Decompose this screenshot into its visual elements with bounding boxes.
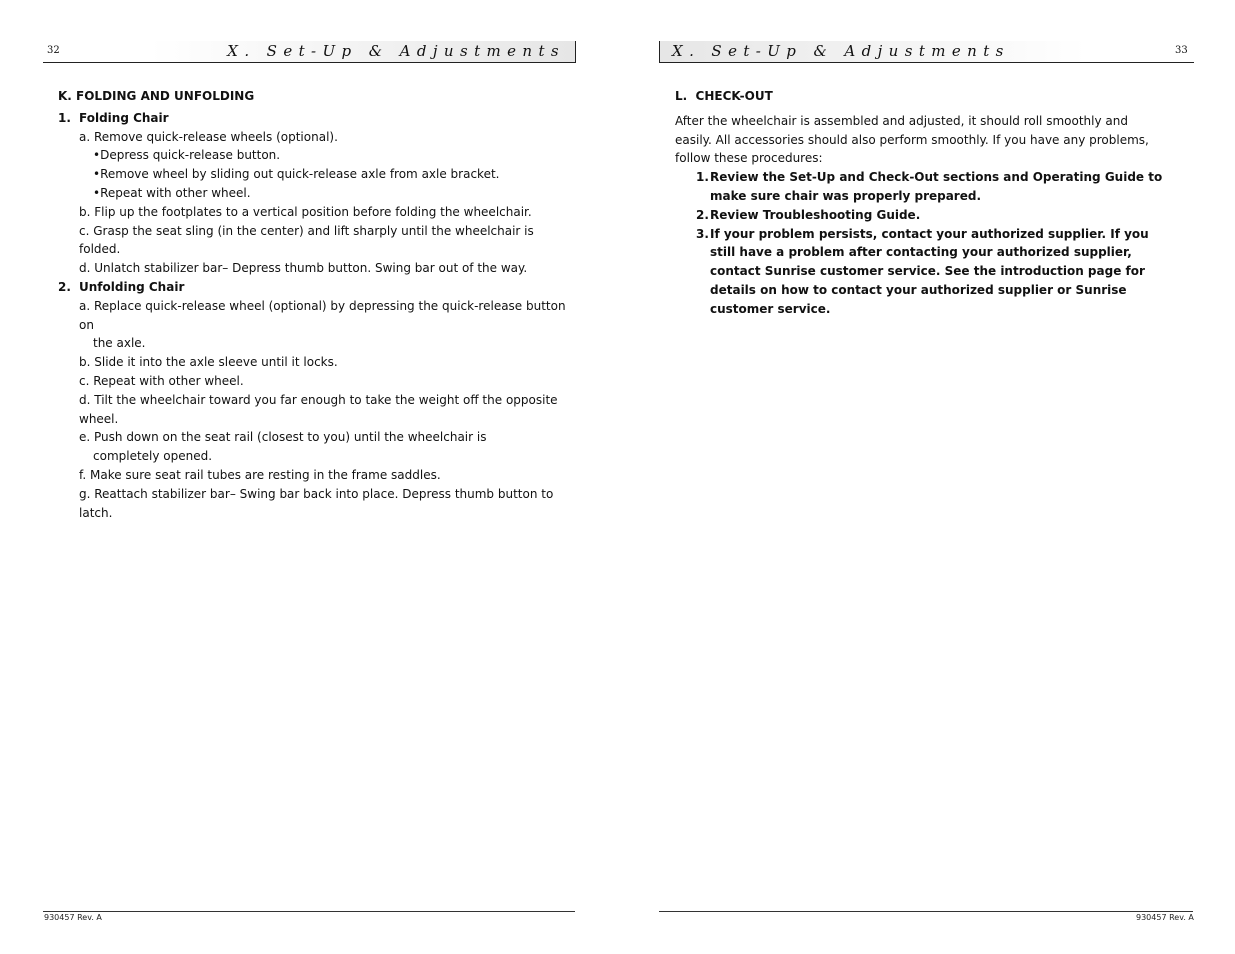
header-bar <box>659 41 1194 63</box>
list-item: d. Unlatch stabilizer bar– Depress thumb button. Swing bar out of the way. <box>79 261 528 276</box>
section-heading: K. FOLDING AND UNFOLDING <box>58 89 255 103</box>
page-number: 32 <box>47 45 60 56</box>
list-item: c. Repeat with other wheel. <box>79 373 244 388</box>
procedure-number: 1. <box>696 170 709 185</box>
procedure-number: 2. <box>696 207 709 222</box>
footer-rule <box>43 911 575 912</box>
list-item: a. Remove quick-release wheels (optional). <box>79 129 338 144</box>
left-page <box>0 0 617 954</box>
folding-chair-heading <box>58 109 568 128</box>
list-number: 2. <box>58 279 71 294</box>
list-number: 1. <box>58 110 71 125</box>
list-item: b. Slide it into the axle sleeve until it locks. <box>79 355 338 370</box>
page-content <box>58 87 568 522</box>
procedure-item <box>696 206 1165 225</box>
bullet-item: •Remove wheel by sliding out quick-release axle from axle bracket. <box>93 167 500 182</box>
bullet-item: •Depress quick-release button. <box>93 148 281 163</box>
list-item: e. Push down on the seat rail (closest to you) until the wheelchair is <box>79 430 487 445</box>
footer-rule <box>659 911 1193 912</box>
procedure-item <box>696 168 1165 206</box>
list-item: g. Reattach stabilizer bar– Swing bar back into place. Depress thumb button to latch. <box>79 486 554 520</box>
list-item-continuation: completely opened. <box>93 449 213 464</box>
list-item: c. Grasp the seat sling (in the center) and lift sharply until the wheelchair is folded. <box>79 223 534 257</box>
right-page <box>617 0 1235 954</box>
procedure-text: Review the Set-Up and Check-Out sections and Operating Guide to make sure chair was properly prepared. <box>710 170 1163 203</box>
bullet-item: •Repeat with other wheel. <box>93 185 251 200</box>
list-item: f. Make sure seat rail tubes are resting in the frame saddles. <box>79 467 441 482</box>
list-title: Folding Chair <box>79 110 169 125</box>
page-content <box>675 87 1165 319</box>
footer-code: 930457 Rev. A <box>1136 913 1194 922</box>
intro-paragraph: After the wheelchair is assembled and adjusted, it should roll smoothly and easily. All accessories should also perform smoothly. If you have any problems, follow these procedures: <box>675 113 1149 166</box>
header-bar <box>43 41 576 63</box>
list-item: d. Tilt the wheelchair toward you far enough to take the weight off the opposite wheel. <box>79 392 558 426</box>
procedure-item <box>696 225 1165 319</box>
header-title: X. Set-Up & Adjustments <box>227 42 565 60</box>
header-title: X. Set-Up & Adjustments <box>672 42 1010 60</box>
list-item: b. Flip up the footplates to a vertical position before folding the wheelchair. <box>79 204 532 219</box>
procedure-text: Review Troubleshooting Guide. <box>710 207 921 222</box>
list-title: Unfolding Chair <box>79 279 185 294</box>
unfolding-chair-heading <box>58 278 568 297</box>
procedure-text: If your problem persists, contact your authorized supplier. If you still have a problem after contacting your authorized supplier, contact Sunrise customer service. See the introduction page for details on how to contact your authorized supplier or Sunrise customer service. <box>710 226 1149 316</box>
list-item: a. Replace quick-release wheel (optional) by depressing the quick-release button on <box>79 298 566 332</box>
list-item-continuation: the axle. <box>93 336 146 351</box>
section-heading: L. CHECK-OUT <box>675 89 773 103</box>
procedure-number: 3. <box>696 226 709 241</box>
page-number: 33 <box>1175 45 1188 56</box>
procedure-list <box>675 168 1165 318</box>
footer-code: 930457 Rev. A <box>44 913 102 922</box>
